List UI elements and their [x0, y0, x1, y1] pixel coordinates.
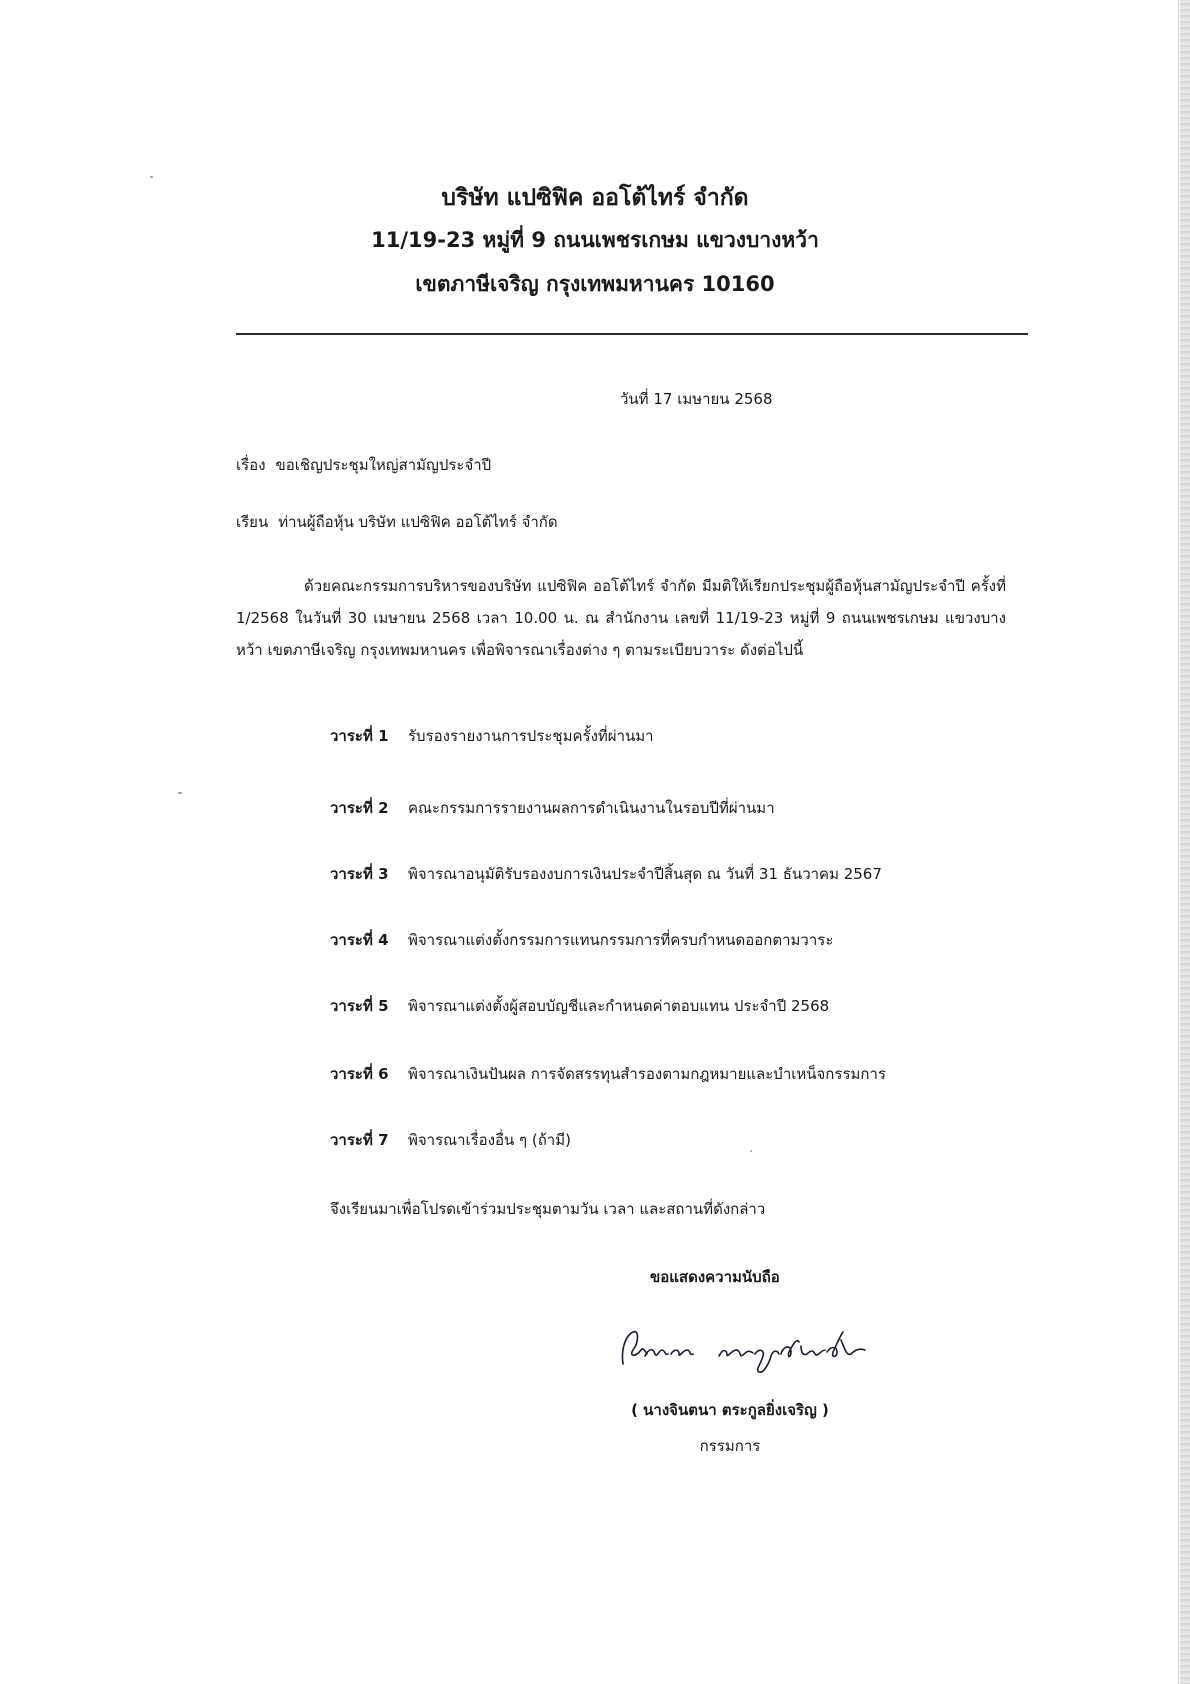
company-address-line2: เขตภาษีเจริญ กรุงเทพมหานคร 10160 — [415, 272, 775, 296]
closing-statement: จึงเรียนมาเพื่อโปรดเข้าร่วมประชุมตามวัน เวลา และสถานที่ดังกล่าว — [330, 1200, 766, 1218]
agenda-item — [330, 1128, 571, 1152]
scan-speck — [178, 792, 182, 794]
agenda-item — [330, 862, 882, 886]
agenda-text: พิจารณาแต่งตั้งผู้สอบบัญชีและกำหนดค่าตอบแทน ประจำปี 2568 — [408, 997, 830, 1015]
subject-label: เรื่อง — [236, 456, 266, 474]
company-address-line1: 11/19-23 หมู่ที่ 9 ถนนเพชรเกษม แขวงบางหว้า — [371, 228, 819, 252]
agenda-text: คณะกรรมการรายงานผลการดำเนินงานในรอบปีที่ผ่านมา — [408, 799, 775, 817]
agenda-number: วาระที่ 3 — [330, 865, 389, 883]
scan-speck — [150, 176, 153, 178]
agenda-number: วาระที่ 6 — [330, 1065, 389, 1083]
agenda-item — [330, 1062, 886, 1086]
agenda-number: วาระที่ 7 — [330, 1131, 389, 1149]
letterhead-divider — [236, 333, 1028, 335]
agenda-item — [330, 796, 775, 820]
recipient-text: ท่านผู้ถือหุ้น บริษัท แปซิฟิค ออโต้ไทร์ จำกัด — [278, 513, 558, 531]
agenda-item — [330, 928, 833, 952]
recipient-label: เรียน — [236, 513, 269, 531]
recipient-line — [236, 510, 558, 534]
agenda-text: พิจารณาเงินปันผล การจัดสรรทุนสำรองตามกฎหมายและบำเหน็จกรรมการ — [408, 1065, 886, 1083]
agenda-text: พิจารณาอนุมัติรับรองงบการเงินประจำปีสิ้นสุด ณ วันที่ 31 ธันวาคม 2567 — [408, 865, 882, 883]
agenda-item — [330, 994, 829, 1018]
regards-line: ขอแสดงความนับถือ — [650, 1268, 780, 1286]
agenda-text: รับรองรายงานการประชุมครั้งที่ผ่านมา — [408, 727, 654, 745]
agenda-number: วาระที่ 4 — [330, 931, 389, 949]
agenda-number: วาระที่ 5 — [330, 997, 389, 1015]
scan-speck — [750, 1150, 752, 1152]
agenda-text: พิจารณาเรื่องอื่น ๆ (ถ้ามี) — [408, 1131, 571, 1149]
handwritten-signature — [615, 1320, 905, 1380]
body-paragraph: ด้วยคณะกรรมการบริหารของบริษัท แปซิฟิค ออโต้ไทร์ จำกัด มีมติให้เรียกประชุมผู้ถือหุ้นสามัญประจำปี ครั้งที่ 1/2568 ในวันที่ 30 เมษายน 2568 เวลา 10.00 น. ณ สำนักงาน เลขที่ 11/19-23 หมู่ที่ 9 ถนนเพชรเกษม แขวงบางหว้า เขตภาษีเจริญ กรุงเทพมหานคร เพื่อพิจารณาเรื่องต่าง ๆ ตามระเบียบวาระ ดังต่อไปนี้ — [236, 577, 1006, 659]
signer-name: ( นางจินตนา ตระกูลยิ่งเจริญ ) — [631, 1401, 829, 1419]
subject-line — [236, 453, 491, 477]
agenda-item — [330, 724, 654, 748]
agenda-number: วาระที่ 1 — [330, 727, 389, 745]
agenda-number: วาระที่ 2 — [330, 799, 389, 817]
agenda-text: พิจารณาแต่งตั้งกรรมการแทนกรรมการที่ครบกำหนดออกตามวาระ — [408, 931, 834, 949]
letter-date: วันที่ 17 เมษายน 2568 — [620, 390, 773, 408]
signer-title: กรรมการ — [699, 1437, 761, 1455]
company-name: บริษัท แปซิฟิค ออโต้ไทร์ จำกัด — [441, 185, 749, 211]
subject-text: ขอเชิญประชุมใหญ่สามัญประจำปี — [275, 456, 492, 474]
